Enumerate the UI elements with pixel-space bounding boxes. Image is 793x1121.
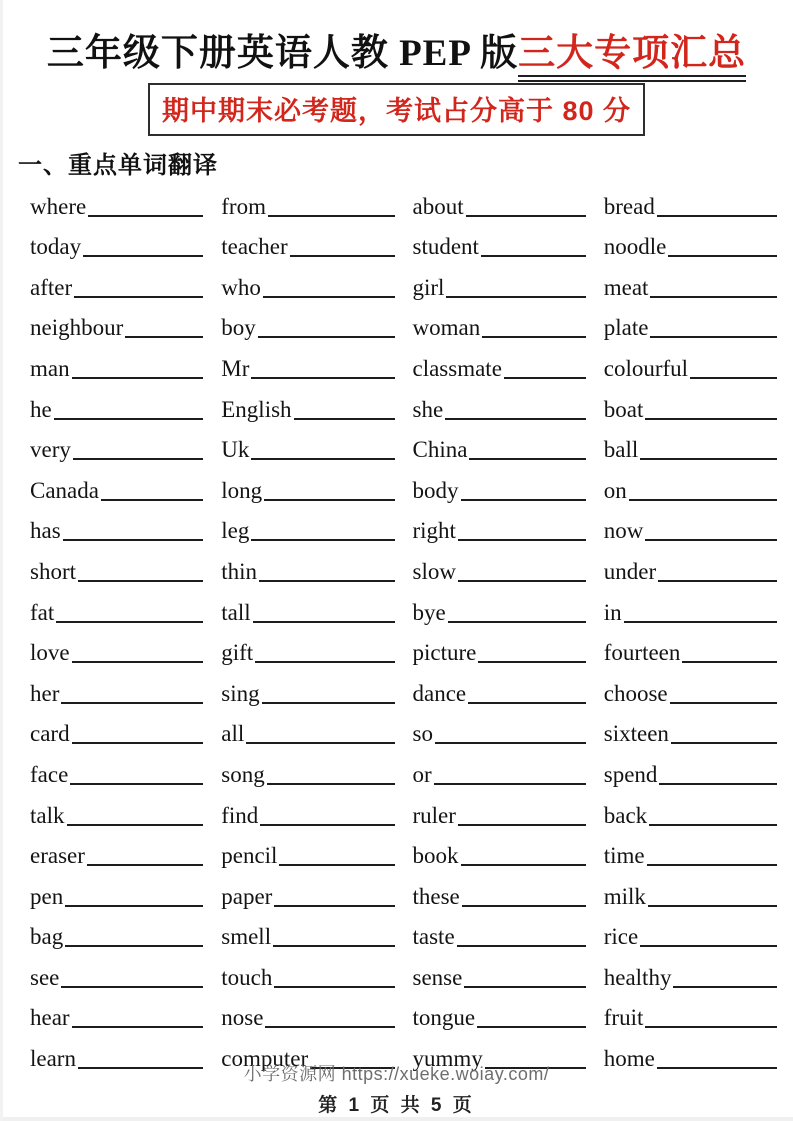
word-item [413, 833, 586, 874]
word-item [221, 264, 394, 305]
word-item [604, 914, 777, 955]
blank-line [645, 1025, 777, 1028]
blank-line [88, 214, 203, 217]
word-item [413, 548, 586, 589]
word-item [413, 467, 586, 508]
blank-line [629, 498, 777, 501]
word-item [413, 508, 586, 549]
word-label: in [603, 599, 622, 625]
word-item [413, 345, 586, 386]
blank-line [274, 904, 394, 907]
word-item [221, 508, 394, 549]
word-item [221, 305, 394, 346]
word-label: slow [412, 558, 456, 584]
blank-line [434, 782, 586, 785]
word-label: love [30, 640, 70, 666]
word-label: student [412, 234, 479, 260]
word-item [30, 873, 203, 914]
blank-line [260, 823, 394, 826]
blank-line [640, 457, 777, 460]
word-item [30, 427, 203, 468]
word-label: touch [221, 964, 273, 990]
word-item [604, 751, 777, 792]
blank-line [273, 944, 394, 947]
blank-line [461, 863, 586, 866]
word-label: from [221, 193, 266, 219]
word-label: plate [603, 315, 649, 341]
word-item [604, 427, 777, 468]
word-item [413, 954, 586, 995]
blank-line [670, 701, 777, 704]
blank-line [70, 782, 203, 785]
word-item [221, 224, 394, 265]
blank-line [73, 457, 203, 460]
word-item [30, 224, 203, 265]
blank-line [468, 701, 586, 704]
word-label: neighbour [30, 315, 124, 341]
blank-line [671, 741, 777, 744]
blank-line [650, 295, 777, 298]
word-item [30, 751, 203, 792]
word-item [604, 264, 777, 305]
word-item [30, 670, 203, 711]
word-item [413, 183, 586, 224]
word-label: her [30, 680, 60, 706]
word-label: home [603, 1046, 655, 1072]
blank-line [690, 376, 777, 379]
word-item [604, 954, 777, 995]
word-item [413, 386, 586, 427]
word-item [30, 305, 203, 346]
word-item [30, 345, 203, 386]
word-item [604, 386, 777, 427]
word-label: bag [30, 924, 64, 950]
blank-line [274, 985, 394, 988]
word-label: she [412, 396, 444, 422]
blank-line [648, 904, 777, 907]
blank-line [54, 417, 204, 420]
blank-line [446, 295, 585, 298]
blank-line [645, 417, 777, 420]
blank-line [251, 538, 394, 541]
section-heading: 一、重点单词翻译 [18, 152, 218, 179]
blank-line [458, 823, 586, 826]
word-item [413, 711, 586, 752]
blank-line [640, 944, 777, 947]
word-item [30, 183, 203, 224]
word-item [30, 954, 203, 995]
blank-line [83, 254, 203, 257]
blank-line [464, 985, 585, 988]
word-item [604, 508, 777, 549]
word-item [30, 711, 203, 752]
blank-line [262, 701, 395, 704]
word-label: about [412, 193, 464, 219]
blank-line [435, 741, 586, 744]
word-item [604, 305, 777, 346]
blank-line [659, 782, 777, 785]
blank-line [265, 1025, 394, 1028]
blank-line [649, 823, 777, 826]
word-label: healthy [603, 964, 672, 990]
blank-line [647, 863, 777, 866]
word-label: so [412, 721, 433, 747]
word-item [604, 711, 777, 752]
word-label: sixteen [603, 721, 669, 747]
blank-line [657, 214, 777, 217]
word-item [413, 630, 586, 671]
word-label: Uk [221, 437, 250, 463]
word-item [413, 914, 586, 955]
word-item [30, 995, 203, 1036]
word-label: boat [603, 396, 644, 422]
word-item [221, 183, 394, 224]
word-item [221, 833, 394, 874]
blank-line [462, 904, 586, 907]
word-item [30, 792, 203, 833]
blank-line [253, 620, 395, 623]
word-item [413, 427, 586, 468]
word-item [30, 264, 203, 305]
blank-line [466, 214, 586, 217]
blank-line [448, 620, 586, 623]
word-label: China [412, 437, 468, 463]
word-label: meat [603, 274, 649, 300]
word-label: or [412, 761, 432, 787]
word-label: who [221, 274, 261, 300]
blank-line [251, 457, 394, 460]
word-label: tall [221, 599, 251, 625]
word-label: ball [603, 437, 639, 463]
word-label: gift [221, 640, 254, 666]
word-label: choose [603, 680, 668, 706]
word-label: sing [221, 680, 260, 706]
word-item [413, 264, 586, 305]
word-item [413, 873, 586, 914]
blank-line [72, 741, 204, 744]
word-label: after [30, 274, 73, 300]
blank-line [445, 417, 586, 420]
blank-line [294, 417, 395, 420]
blank-line [461, 498, 586, 501]
word-label: man [30, 355, 70, 381]
word-item [221, 670, 394, 711]
blank-line [481, 254, 586, 257]
word-item [604, 467, 777, 508]
page-number: 第 1 页 共 5 页 [318, 1095, 475, 1116]
blank-line [263, 295, 395, 298]
word-item [30, 548, 203, 589]
word-item [221, 386, 394, 427]
blank-line [61, 985, 203, 988]
word-label: these [412, 883, 460, 909]
word-item [221, 873, 394, 914]
blank-line [259, 579, 394, 582]
banner-container [0, 83, 793, 136]
word-label: fruit [603, 1005, 644, 1031]
exam-notice-banner: 期中期末必考题，考试占分高于 80 分 [148, 83, 645, 136]
blank-line [67, 823, 204, 826]
word-label: talk [30, 802, 65, 828]
word-item [413, 792, 586, 833]
word-label: card [30, 721, 70, 747]
word-label: classmate [412, 355, 502, 381]
word-item [604, 589, 777, 630]
word-label: rice [603, 924, 639, 950]
word-grid [0, 183, 793, 1076]
blank-line [504, 376, 586, 379]
word-item [413, 751, 586, 792]
page-title-black-part: 三年级下册英语人教 PEP 版 [46, 33, 519, 74]
word-item [30, 630, 203, 671]
word-label: pen [30, 883, 64, 909]
blank-line [682, 660, 777, 663]
word-label: short [30, 558, 76, 584]
word-label: taste [412, 924, 455, 950]
page-title [0, 0, 793, 76]
word-label: sense [412, 964, 463, 990]
word-label: back [603, 802, 648, 828]
word-item [221, 630, 394, 671]
blank-line [469, 457, 585, 460]
word-item [221, 589, 394, 630]
word-item [604, 873, 777, 914]
word-label: fourteen [603, 640, 681, 666]
word-item [221, 427, 394, 468]
blank-line [267, 782, 395, 785]
word-item [604, 183, 777, 224]
word-label: right [412, 518, 456, 544]
blank-line [258, 335, 395, 338]
word-item [604, 548, 777, 589]
word-label: all [221, 721, 245, 747]
word-label: yummy [412, 1046, 483, 1072]
word-label: ruler [412, 802, 456, 828]
word-item [30, 914, 203, 955]
word-item [413, 224, 586, 265]
blank-line [65, 904, 203, 907]
blank-line [63, 538, 204, 541]
blank-line [279, 863, 394, 866]
word-label: computer [221, 1046, 309, 1072]
word-label: he [30, 396, 52, 422]
word-label: fat [30, 599, 55, 625]
blank-line [255, 660, 394, 663]
word-item [221, 751, 394, 792]
word-label: thin [221, 558, 258, 584]
word-label: colourful [603, 355, 689, 381]
blank-line [673, 985, 777, 988]
word-label: woman [412, 315, 481, 341]
word-label: bread [603, 193, 655, 219]
word-label: picture [412, 640, 477, 666]
blank-line [624, 620, 777, 623]
blank-line [482, 335, 586, 338]
word-item [221, 995, 394, 1036]
word-label: paper [221, 883, 273, 909]
word-label: bye [412, 599, 446, 625]
word-item [221, 711, 394, 752]
blank-line [125, 335, 203, 338]
word-item [221, 792, 394, 833]
page-title-red-part: 三大专项汇总 [518, 33, 746, 82]
blank-line [478, 660, 585, 663]
word-item [413, 670, 586, 711]
blank-line [290, 254, 395, 257]
blank-line [56, 620, 203, 623]
word-item [30, 508, 203, 549]
blank-line [668, 254, 777, 257]
word-label: time [603, 843, 645, 869]
word-label: nose [221, 1005, 264, 1031]
word-item [413, 305, 586, 346]
word-label: tongue [412, 1005, 476, 1031]
word-label: girl [412, 274, 445, 300]
word-label: face [30, 761, 69, 787]
word-label: very [30, 437, 71, 463]
word-item [221, 914, 394, 955]
word-label: see [30, 964, 60, 990]
blank-line [65, 944, 203, 947]
blank-line [78, 579, 203, 582]
word-label: today [30, 234, 82, 260]
word-item [30, 386, 203, 427]
word-label: Canada [30, 477, 99, 503]
word-item [221, 345, 394, 386]
word-label: smell [221, 924, 272, 950]
word-label: has [30, 518, 61, 544]
word-label: dance [412, 680, 467, 706]
blank-line [87, 863, 203, 866]
word-label: under [603, 558, 657, 584]
word-item [30, 589, 203, 630]
word-label: noodle [603, 234, 667, 260]
word-label: learn [30, 1046, 76, 1072]
word-item [604, 345, 777, 386]
word-label: now [603, 518, 644, 544]
word-label: spend [603, 761, 658, 787]
word-label: pencil [221, 843, 278, 869]
word-label: body [412, 477, 459, 503]
word-label: find [221, 802, 259, 828]
word-item [604, 995, 777, 1036]
blank-line [251, 376, 394, 379]
word-label: hear [30, 1005, 70, 1031]
word-item [604, 670, 777, 711]
blank-line [264, 498, 394, 501]
blank-line [72, 1025, 204, 1028]
word-label: where [30, 193, 87, 219]
blank-line [72, 376, 204, 379]
blank-line [246, 741, 394, 744]
word-item [30, 833, 203, 874]
word-label: English [221, 396, 292, 422]
word-label: long [221, 477, 263, 503]
word-label: song [221, 761, 265, 787]
blank-line [61, 701, 203, 704]
word-label: book [412, 843, 459, 869]
word-item [221, 467, 394, 508]
blank-line [72, 660, 204, 663]
word-label: leg [221, 518, 250, 544]
word-item [604, 833, 777, 874]
word-item [413, 995, 586, 1036]
word-item [30, 467, 203, 508]
word-label: teacher [221, 234, 288, 260]
blank-line [658, 579, 777, 582]
word-label: eraser [30, 843, 85, 869]
word-label: Mr [221, 355, 250, 381]
blank-line [458, 579, 586, 582]
word-label: boy [221, 315, 256, 341]
blank-line [457, 944, 586, 947]
blank-line [268, 214, 395, 217]
word-item [413, 589, 586, 630]
word-item [221, 548, 394, 589]
word-label: milk [603, 883, 646, 909]
word-item [604, 224, 777, 265]
word-item [604, 792, 777, 833]
blank-line [650, 335, 777, 338]
word-item [221, 954, 394, 995]
blank-line [458, 538, 586, 541]
word-label: on [603, 477, 627, 503]
blank-line [477, 1025, 586, 1028]
watermark-url: 小学资源网 https://xueke.woiay.com/ [243, 1064, 550, 1084]
blank-line [74, 295, 203, 298]
blank-line [101, 498, 203, 501]
word-item [604, 630, 777, 671]
blank-line [645, 538, 777, 541]
